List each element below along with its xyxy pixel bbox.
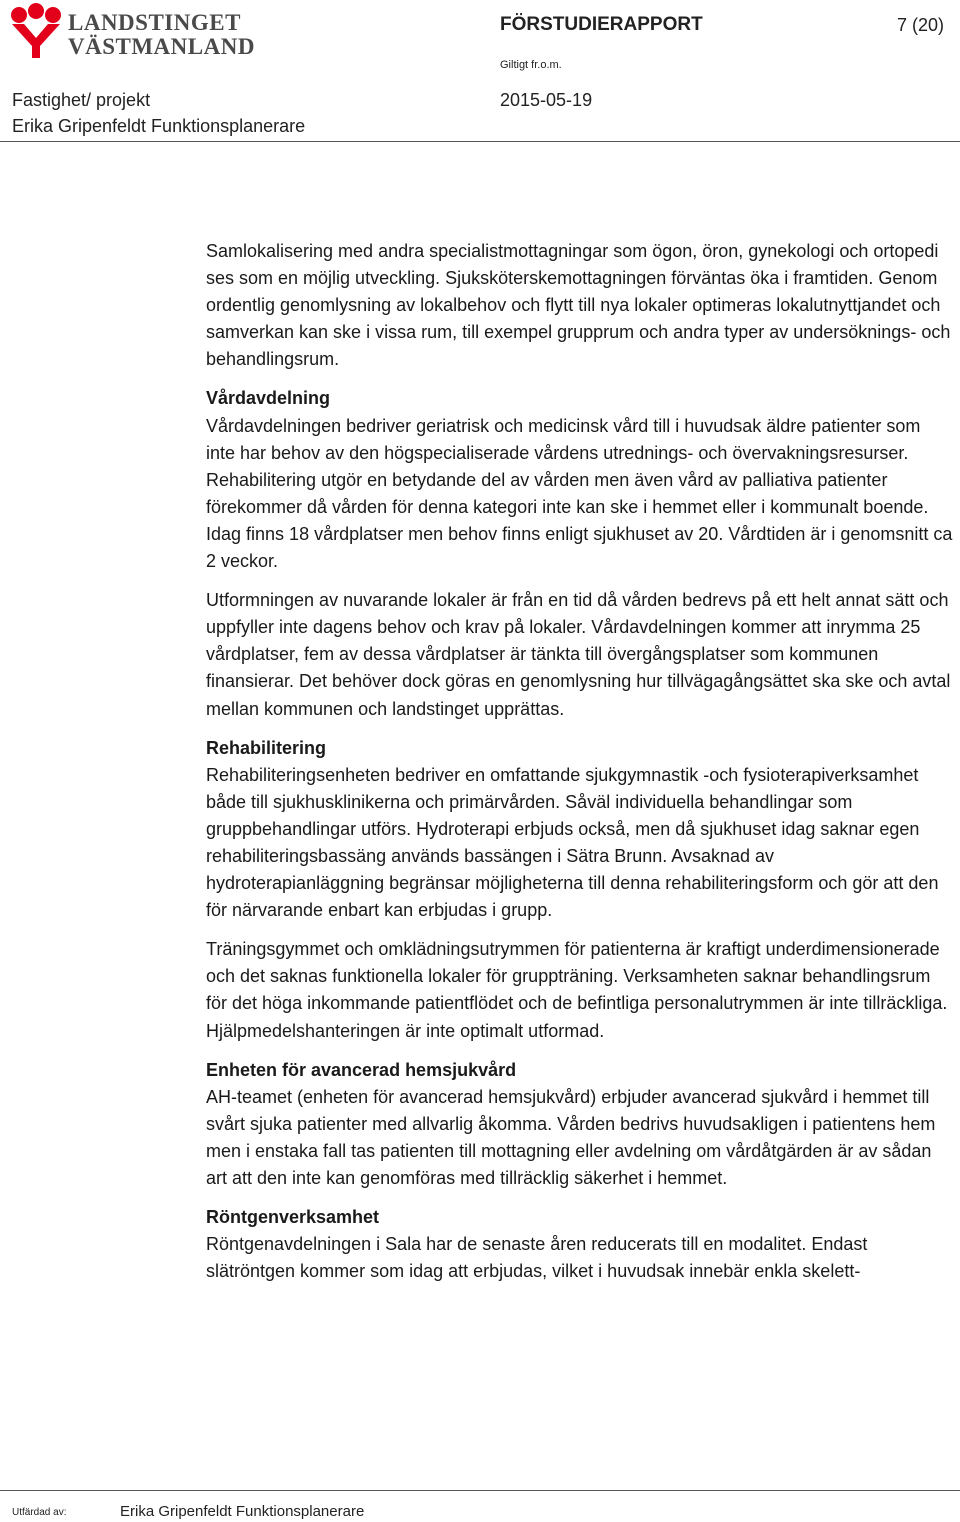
paragraph <box>206 1204 954 1285</box>
landstinget-logo-icon <box>10 2 62 60</box>
document-title: FÖRSTUDIERAPPORT <box>500 14 703 35</box>
paragraph <box>206 238 954 373</box>
property-label: Fastighet/ projekt <box>12 90 151 110</box>
paragraph <box>206 936 954 1044</box>
paragraph <box>206 587 954 722</box>
header-divider <box>0 141 960 142</box>
paragraph <box>206 735 954 925</box>
paragraph <box>206 385 954 575</box>
paragraph-text: Samlokalisering med andra specialistmottagningar som ögon, öron, gynekologi och ortopedi ses som en möjlig utveckling. Sjuksköterskemottagningen förväntas öka i framtiden. Genom ordentlig genomlysning av lokalbehov och flytt till nya lokaler optimeras lokalutnyttjandet och samverkan kan ske i vissa rum, till exempel grupprum och andra typer av undersöknings- och behandlingsrum. <box>206 241 951 370</box>
section-heading: Enheten för avancerad hemsjukvård <box>206 1059 517 1080</box>
paragraph-text: AH-teamet (enheten för avancerad hemsjukvård) erbjuder avancerad sjukvård i hemmet till svårt sjuka patienter med allvarlig åkomma. Vården bedrivs huvudsakligen i patientens hem men i enstaka fall tas patienten till mottagning eller avdelning om vårdåtgärden är av sådan art att den inte kan genomföras med tillräcklig säkerhet i hemmet. <box>206 1086 936 1188</box>
section-heading: Vårdavdelning <box>206 388 331 409</box>
paragraph-text: Röntgenavdelningen i Sala har de senaste åren reducerats till en modalitet. Endast slätröntgen kommer som idag att erbjudas, vilket i huvudsak innebär enkla skelett- <box>206 1234 868 1282</box>
document-author: Erika Gripenfeldt Funktionsplanerare <box>12 116 306 136</box>
paragraph-text: Utformningen av nuvarande lokaler är från en tid då vården bedrevs på ett helt annat sätt och uppfyller inte dagens behov och krav på lokaler. Vårdavdelningen kommer att inrymma 25 vårdplatser, fem av dessa vårdplatser är tänkta till övergångsplatser som kommunen finansierar. Det behöver dock göras en genomlysning hur tillvägagångsättet ska ske och avtal mellan kommunen och landstinget upprättas. <box>206 590 951 719</box>
logo-line-1: LANDSTINGET <box>68 10 241 35</box>
logo-line-2: VÄSTMANLAND <box>68 34 255 59</box>
organization-logo <box>10 2 255 62</box>
page-number: 7 (20) <box>897 15 945 35</box>
paragraph-text: Träningsgymmet och omklädningsutrymmen för patienterna är kraftigt underdimensionerade och det saknas funktionella lokaler för gruppträning. Verksamheten saknar behandlingsrum för det höga inkommande patientflödet och de befintliga personalutrymmen är inte tillräckliga. Hjälpmedelshanteringen är inte optimalt utformad. <box>206 939 948 1041</box>
document-body <box>206 238 954 1297</box>
document-date: 2015-05-19 <box>500 90 593 110</box>
issued-by-label: Utfärdad av: <box>12 1507 67 1518</box>
footer-divider <box>0 1490 960 1491</box>
paragraph-text: Rehabiliteringsenheten bedriver en omfattande sjukgymnastik -och fysioterapiverksamhet både till sjukhusklinikerna och primärvården. Såväl individuella behandlingar som gruppbehandlingar utförs. Hydroterapi erbjuds också, men då sjukhuset idag saknar egen rehabiliteringsbassäng används bassängen i Sätra Brunn. Avsaknad av hydroterapianläggning begränsar möjligheterna till denna rehabiliteringsform och gör att den för närvarande enbart kan erbjudas i grupp. <box>206 764 939 921</box>
validity-label: Giltigt fr.o.m. <box>500 59 562 71</box>
section-heading: Röntgenverksamhet <box>206 1207 380 1228</box>
issued-by-name: Erika Gripenfeldt Funktionsplanerare <box>120 1503 365 1520</box>
section-heading: Rehabilitering <box>206 737 327 758</box>
paragraph <box>206 1057 954 1192</box>
paragraph-text: Vårdavdelningen bedriver geriatrisk och medicinsk vård till i huvudsak äldre patienter som inte har behov av den högspecialiserade vårdens utrednings- och övervakningsresurser. Rehabilitering utgör en betydande del av vården men även vård av palliativa patienter förekommer då vården för denna kategori inte kan ske i hemmet eller i kommunalt boende. Idag finns 18 vårdplatser men behov finns enligt sjukhuset av 20. Vårdtiden är i genomsnitt ca 2 veckor. <box>206 415 953 572</box>
